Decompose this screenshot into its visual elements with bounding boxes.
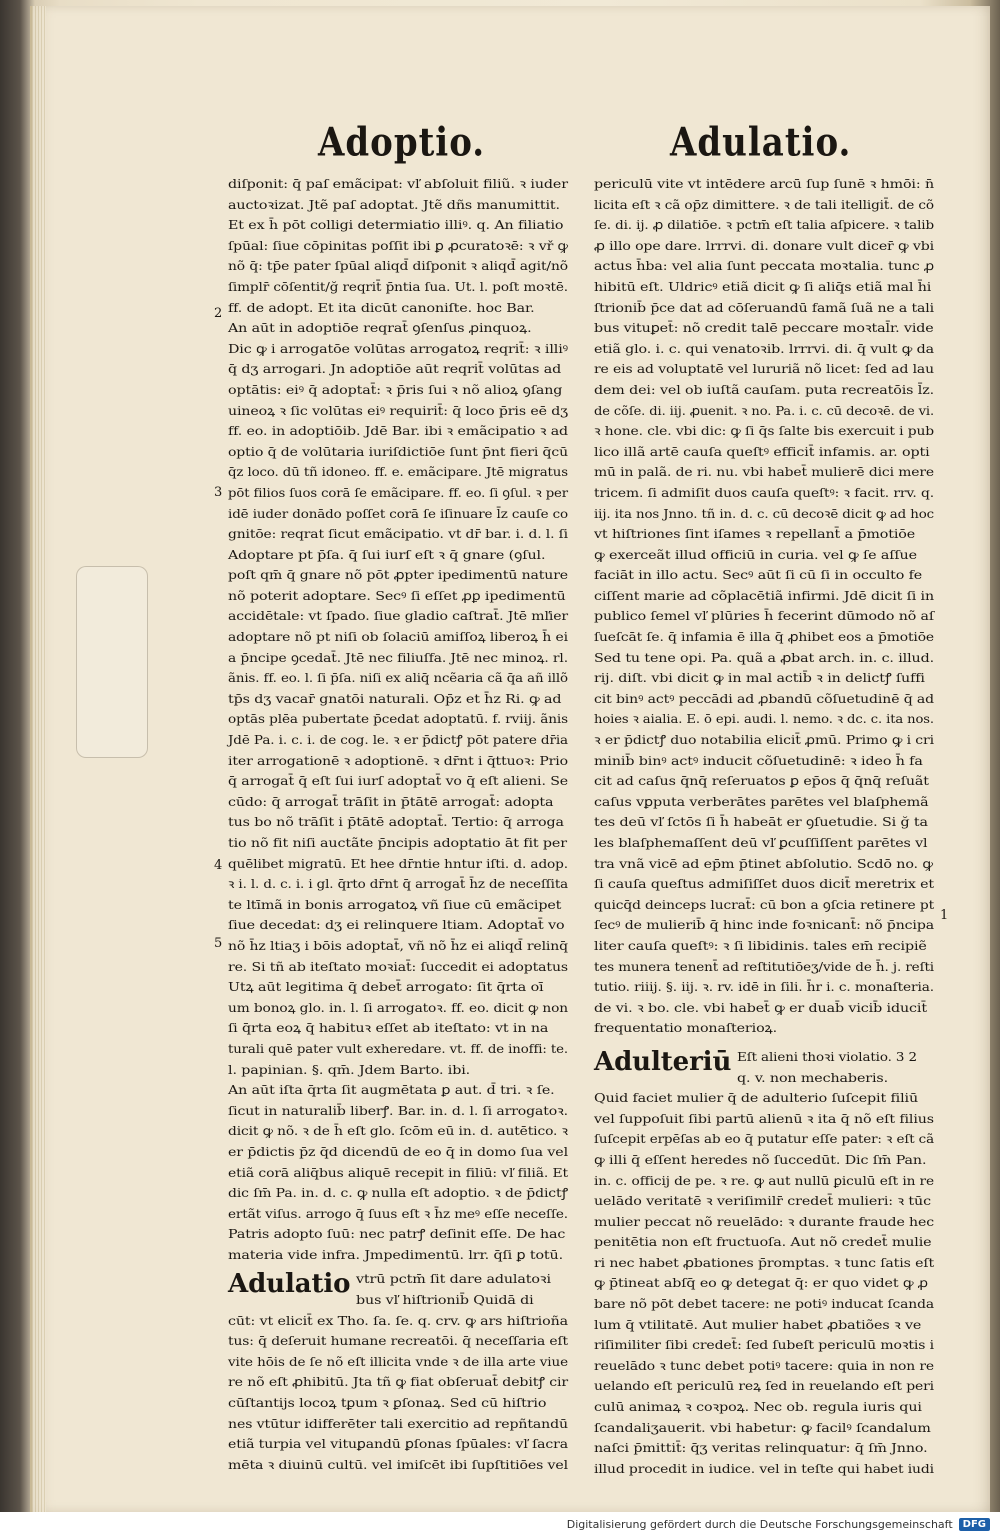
subhead-row (594, 1047, 934, 1088)
text-line-content: ff. de adopt. Et ita dicūt canoniſte. hoc Bar. (228, 299, 535, 315)
text-line (228, 998, 568, 1019)
text-line-content: optio q̄ de volūtaria iuriſdictiōe ſunt p̄nt fieri q̄cū (228, 443, 568, 459)
text-line-content: ſpūal: ſiue cōpinitas poſſit ibi ꝑ ꝓcuratoꝛē: ꝛ vř ꝙ (228, 237, 568, 253)
text-line (594, 277, 934, 298)
text-line-content: iter arrogationē ꝛ adoptionē. ꝛ dr̄nt i q̄ttuoꝛ: Prio (228, 752, 568, 768)
left-text-block (228, 174, 568, 1265)
text-line-content: dicit ꝙ nõ. ꝛ de h̄ eſt glo. ſcōm eū in. d. autētico. ꝛ (228, 1123, 568, 1139)
text-line (228, 1224, 568, 1245)
text-line (228, 874, 568, 895)
text-line (228, 1352, 568, 1373)
text-line-content: tus: q̄ deſeruit humane recreatōi. q̄ neceſſaria eſt (228, 1333, 568, 1349)
text-line (228, 1121, 568, 1142)
right-column (594, 120, 934, 1479)
left-subheading: Adulatio (228, 1269, 351, 1300)
text-line-content: te ltīmã in bonis arrogatoꝝ vñ ſiue cū emãcipet (228, 896, 562, 912)
text-line-content: dem dei: vel ob iuſtã cauſam. puta recreatōis l̄z. (594, 381, 934, 397)
text-line-content: ꝓ illo ope dare. lrrrvi. di. donare vult dicer̄ ꝙ vbi (594, 237, 934, 253)
page-edges (32, 6, 46, 1512)
text-line-content: cūdo: q̄ arrogat̄ trāſit in p̄tātē arrogat̄: adopta (228, 793, 554, 809)
text-line-content: nes vtūtur idifferēter tali exercitio ad repñtandū (228, 1415, 568, 1431)
text-line (228, 648, 568, 669)
text-line (594, 668, 934, 689)
text-line-content: lum q̄ vtilitatē. Aut mulier habet ꝓbatiões ꝛ ve (594, 1316, 922, 1332)
text-line (228, 1101, 568, 1122)
text-line-content: ſueſcāt ſe. q̄ infamia ē illa q̄ ꝓhibet eos a p̄motiōe (594, 629, 934, 645)
text-line-content: ꝙ p̄tineat abſq̄ eo ꝙ detegat q̄: er quo videt ꝙ ꝓ (594, 1275, 928, 1291)
text-line-content: etiã turpia vel vituꝑandū ꝑſonas ſpūales: vľ ſacra (228, 1436, 568, 1452)
text-line-content: dic ſm̄ Pa. in. d. c. ꝙ nulla eſt adoptio. ꝛ de p̄dictꝭ (228, 1185, 568, 1201)
text-line (594, 1150, 934, 1171)
text-line-content: l. papinian. §. qm̄. Jdem Barto. ibi. (228, 1061, 471, 1077)
text-line (594, 1109, 934, 1130)
text-line-content: nõ poterit adoptare. Secꝰ ſi eſſet ꝓꝑ ipedimentū (228, 587, 566, 603)
text-line (228, 1434, 568, 1455)
text-line (228, 565, 568, 586)
text-line (594, 1253, 934, 1274)
text-line-content: mū in palã. de ri. nu. vbi habet̄ mulierē dici mere (594, 464, 934, 480)
text-line-content: actus h̄ba: vel alia ſunt peccata moꝛtalia. tunc ꝓ (594, 258, 934, 274)
text-line (228, 854, 568, 875)
text-line (594, 586, 934, 607)
text-line-content: licita eſt ꝛ cã op̄z dimittere. ꝛ de tali itelligit̄. de cõ (594, 196, 934, 212)
text-line-content: cit binꝰ actꝰ peccādi ad ꝓbandū cõſuetudinē q̄ ad (594, 690, 934, 706)
text-line (228, 1163, 568, 1184)
text-line-content: uineoꝝ ꝛ ſic volūtas eiꝰ requirit̄: q̄ loco p̄ris eē dʒ (228, 402, 568, 418)
text-line (737, 1068, 903, 1089)
text-line-content: nõ q̄: tp̄e pater ſpūal aliqd̄ diſponit ꝛ aliqd̄ agit/nõ (228, 258, 568, 274)
text-line (228, 359, 568, 380)
text-line (594, 215, 934, 236)
text-line (594, 380, 934, 401)
text-line (228, 751, 568, 772)
text-line-content: Adoptare pt p̄ſa. q̄ ſui iurſ eſt ꝛ q̄ gnare (ꝯſul. (228, 546, 546, 562)
text-line (594, 998, 934, 1019)
text-line (594, 689, 934, 710)
text-line (594, 957, 934, 978)
text-line-content: Quid faciet mulier q̄ de adulterio ſuſcepit filiū (594, 1090, 919, 1106)
text-line-content: q̄z loco. dū tñ idoneo. ff. e. emãcipare. Jtē migratus (228, 464, 568, 480)
text-line-content: vt hiſtriones ſint iſames ꝛ repellant̄ a p̄motiōe (594, 526, 916, 542)
text-line-content: mēta ꝛ diuinū cultū. vel imiſcēt ibi ſupſtitiōes vel (228, 1456, 568, 1472)
text-line (228, 1372, 568, 1393)
text-line (228, 545, 568, 566)
text-line (228, 1245, 568, 1266)
text-line-content: Jdē Pa. i. c. i. de cog. le. ꝛ er p̄dictꝭ pōt patere dr̄ia (228, 732, 568, 748)
text-line-content: Sed tu tene opi. Pa. quã a ꝓbat arch. in. c. illud. (594, 649, 934, 665)
text-line (594, 462, 934, 483)
text-line (594, 524, 934, 545)
text-line (594, 1418, 934, 1439)
footer-text: Digitalisierung gefördert durch die Deutsche Forschungsgemeinschaft (566, 1517, 953, 1531)
text-line (594, 504, 934, 525)
text-line (594, 1191, 934, 1212)
text-line (228, 195, 568, 216)
text-line (594, 709, 934, 730)
text-line (594, 565, 934, 586)
text-line-content: etiã glo. i. c. qui venatoꝛib. lrrrvi. di. q̄ vult ꝙ da (594, 340, 934, 356)
text-line (228, 1039, 568, 1060)
text-line (594, 915, 934, 936)
text-line-content: An aūt iſta q̄rta ſit augmētata ꝑ aut. d̄ tri. ꝛ ſe. (228, 1082, 555, 1098)
text-line (594, 195, 934, 216)
text-line (594, 442, 934, 463)
text-line-content: hibitū eſt. Uldricꝰ etiã dicit ꝙ ſi aliq̄s etiã mal h̄i (594, 278, 932, 294)
margin-number: 5 (214, 936, 223, 951)
text-line (594, 1232, 934, 1253)
text-line-content: ſuſcepit erpēſas ab eo q̄ putatur eſſe pater: ꝛ eſt cã (594, 1131, 934, 1147)
text-line (228, 668, 568, 689)
text-line (228, 442, 568, 463)
text-line (228, 1414, 568, 1435)
text-line (228, 339, 568, 360)
text-line-content: caſus vꝑputa verberātes parētes vel blaſphemã (594, 793, 929, 809)
text-line (228, 298, 568, 319)
text-line (594, 1335, 934, 1356)
text-line-content: gnitōe: reqrat ſicut emãcipatio. vt dr̄ bar. i. d. l. ſi (228, 526, 568, 542)
text-line (594, 1129, 934, 1150)
text-line (594, 792, 934, 813)
text-line-content: uelādo veritatē ꝛ veriſimilr̄ credet̄ mulieri: ꝛ tūc (594, 1193, 931, 1209)
text-line-content: mulier peccat nõ reuelādo: ꝛ durante fraude hec (594, 1213, 934, 1229)
text-line (594, 1273, 934, 1294)
text-line-content: ſicut in naturalib̄ liberꝭ. Bar. in. d. l. ſi arrogatoꝛ. (228, 1102, 568, 1118)
text-line-content: lico illã artē cauſa queſtꝰ efficit̄ infamis. ar. opti (594, 443, 930, 459)
text-line (228, 627, 568, 648)
text-line-content: An aūt in adoptiōe reqrat̄ ꝯſenſus ꝓinquoꝝ. (228, 320, 532, 336)
footer-bar (0, 1512, 1000, 1536)
text-line (594, 812, 934, 833)
right-text-block (594, 174, 934, 1039)
text-line-content: ſiue decedat: dʒ ei relinquere ltiam. Adoptat̄ vo (228, 917, 565, 933)
text-line-content: ꝛ er p̄dictꝭ duo notabilia elicit̄ ꝓmū. Primo ꝙ i cri (594, 732, 934, 748)
text-line-content: culū animaꝝ ꝛ coꝛpoꝝ. Nec ob. regula iuris qui (594, 1399, 922, 1415)
text-line (228, 730, 568, 751)
bookmark-strip (76, 566, 148, 758)
text-line-content: ſcandaliʒauerit. vbi habetur: ꝙ facilꝰ ſcandalum (594, 1419, 931, 1435)
text-line-content: les blaſphemaſſent deū vľ ꝑcuſſiſſent parētes vl (594, 835, 928, 850)
text-line-content: re nõ eſt ꝓhibitū. Jta tñ ꝙ fiat obſeruat̄ debitꝭ cir (228, 1374, 568, 1390)
text-line (228, 215, 568, 236)
text-line-content: cit ad caſus q̄nq̄ reſeruatos ꝑ ep̄os q̄ q̄nq̄ reſuãt (594, 773, 929, 789)
left-subsection (228, 1269, 568, 1475)
text-line (594, 421, 934, 442)
text-line (228, 1204, 568, 1225)
text-line-content: vite hōis de ſe nõ eſt illicita vnde ꝛ de illa arte viue (228, 1353, 568, 1369)
text-line-content: quicq̄d deinceps lucrat̄: cū bon a ꝯſcia retinere pt (594, 896, 934, 912)
text-line-content: naſci p̄mittit̄: q̄ʒ veritas relinquatur: q̄ ſm̄ Jnno. (594, 1440, 928, 1456)
text-line (228, 1331, 568, 1352)
text-line (228, 1311, 568, 1332)
text-line-content: diſponit: q̄ paſ emãcipat: vľ abſoluit filiũ. ꝛ iuder (228, 176, 568, 191)
text-line-content: q. v. non mechaberis. (737, 1069, 889, 1085)
text-line (594, 483, 934, 504)
text-line-content: Eſt alieni thoꝛi violatio. 3 2 (737, 1048, 918, 1064)
text-line-content: materia vide infra. Jmpedimentū. lrr. q̄ſi ꝑ totū. (228, 1246, 564, 1262)
text-line-content: Et ex h̄ pōt colligi determiatio illiꝰ. q. An filiatio (228, 217, 564, 233)
text-line (228, 709, 568, 730)
text-line (228, 586, 568, 607)
text-line-content: optās plēa pubertate p̄cedat adoptatū. f. rviij. ãnis (228, 711, 568, 727)
text-line (228, 174, 568, 195)
text-line (228, 277, 568, 298)
text-line-content: q̄ arrogat̄ q̄ eſt ſui iurſ adoptat̄ vo q̄ eſt alieni. Se (228, 773, 568, 789)
text-line-content: poſt qm̄ q̄ gnare nõ pōt ꝓpter ipedimentū nature (228, 567, 568, 583)
text-line (594, 1018, 934, 1039)
text-line-content: minib̄ binꝰ actꝰ inducit cõſuetudinē: ꝛ ideo h̄ fa (594, 752, 923, 768)
text-line (594, 1376, 934, 1397)
text-line (228, 833, 568, 854)
text-line-content: tutio. riiij. §. iij. ꝛ. rv. idē in ſili. h̄r i. c. monaſteria. (594, 979, 934, 995)
text-line (594, 401, 934, 422)
text-line-content: tio nõ fit niſi auctãte p̄ncipis adoptatio āt fit per (228, 835, 567, 850)
text-line (228, 895, 568, 916)
text-line-content: riſimiliter ſibi credet̄: ſed ſubeſt periculū moꝛtis i (594, 1337, 934, 1353)
text-line (594, 1397, 934, 1418)
text-line-content: iij. ita nos Jnno. tñ in. d. c. cū decoꝛē dicit ꝙ ad hoc (594, 505, 934, 521)
text-line (594, 1212, 934, 1233)
right-subsection (594, 1047, 934, 1479)
text-line (228, 1060, 568, 1081)
text-line-content: ſecꝰ de mulierib̄ q̄ hinc inde foꝛnicant̄: nõ p̄ncipa (594, 917, 934, 933)
text-line (594, 1459, 934, 1480)
text-line (228, 256, 568, 277)
text-line-content: ꝙ exerceãt illud officiū in curia. vel ꝙ ſe aſſue (594, 546, 917, 562)
text-line (594, 627, 934, 648)
text-line (737, 1047, 918, 1068)
text-line-content: reuelādo ꝛ tunc debet potiꝰ tacere: quia in non re (594, 1357, 934, 1373)
margin-number: 2 (214, 306, 223, 321)
text-line-content: de vi. ꝛ bo. cle. vbi habet̄ ꝙ er duab̄ vicib̄ iducit̄ (594, 999, 927, 1015)
text-line (594, 771, 934, 792)
text-line-content: Dic ꝙ i arrogatōe volūtas arrogatoꝝ reqrit̄: ꝛ illiꝰ (228, 340, 568, 356)
text-line-content: turali quē pater vult exheredare. vt. ff. de inoffi: te. (228, 1040, 568, 1056)
text-line (228, 957, 568, 978)
text-line-content: tes munera tenent̄ ad reſtitutiōeʒ/vide de h̄. j. reſti (594, 958, 934, 974)
text-line-content: frequentatio monaſterioꝝ. (594, 1020, 778, 1036)
text-line-content: ꝛ i. l. d. c. i. i gl. q̄rto dr̄nt q̄ arrogat̄ h̄z de neceſſita (228, 876, 568, 892)
text-line (228, 504, 568, 525)
text-line (594, 1294, 934, 1315)
text-line (594, 318, 934, 339)
text-line (594, 833, 934, 854)
left-heading: Adoptio. (318, 120, 486, 166)
text-line-content: penitētia non eſt fructuoſa. Aut nõ credet̄ mulie (594, 1234, 932, 1250)
text-line-content: ſtrionib̄ p̄ce dat ad cōſeruandū famã ſuã ne a tali (594, 299, 934, 315)
text-line (594, 606, 934, 627)
text-line-content: auctoꝛizat. Jtẽ paſ adoptat. Jtẽ dñs manumittit. (228, 196, 560, 212)
text-line (228, 236, 568, 257)
text-line-content: uelando eſt periculū reꝝ ſed in reuelando eſt peri (594, 1378, 934, 1394)
text-line (594, 298, 934, 319)
text-line (228, 1142, 568, 1163)
text-line-content: Utꝝ aūt legitima q̄ debet̄ arrogato: ſit q̄rta oī (228, 979, 544, 995)
text-line (228, 483, 568, 504)
text-line (594, 1088, 934, 1109)
text-line (228, 462, 568, 483)
text-line-content: ſimplr̄ cōſentit/ğ reqrit̄ p̄ntia ſua. Ut. l. poſt moꝛtē. (228, 278, 568, 294)
text-line (594, 977, 934, 998)
text-line-content: quēlibet migratū. Et hee dr̄ntie hntur iſti. d. adop. (228, 855, 568, 871)
text-line-content: ff. eo. in adoptiōib. Jdē Bar. ibi ꝛ emãcipatio ꝛ ad (228, 423, 568, 439)
text-line-content: illud procedit in iudice. vel in teſte qui habet iudi (594, 1460, 934, 1476)
text-line (356, 1290, 535, 1311)
text-line-content: tes deū vľ ſctōs ſi h̄ habeāt er ꝯſuetudie. Si ğ ta (594, 814, 928, 830)
margin-number: 1 (940, 908, 949, 923)
text-line-content: ꝛ hone. cle. vbi dic: ꝙ ſi q̄s ſalte bis exercuit i pub (594, 423, 934, 439)
text-line (228, 689, 568, 710)
text-line-content: ãnis. ff. eo. l. ſi p̄ſa. niſi ex aliq̄ ncẽaria cã q̄a añ illõ (228, 670, 568, 686)
text-line-content: nõ h̄z ltiaʒ i bōis adoptat̄, vñ nõ h̄z ei aliqd̄ relinq̄ (228, 937, 568, 953)
text-line-content: ſi cauſa queſtus admiſiſſet duos dicit̄ meretrix et (594, 876, 934, 892)
text-line-content: tra vnã vicē ad ep̄m p̄tinet abſolutio. Scdō no. ꝙ (594, 855, 933, 871)
text-line-content: q̄ dʒ arrogari. Jn adoptiōe aūt reqrit̄ volūtas ad (228, 361, 562, 377)
text-line (228, 977, 568, 998)
text-line-content: ciſſent marie ad cõplacētiã infirmi. Jdē dicit ſi in (594, 587, 934, 603)
margin-number: 4 (214, 858, 223, 873)
text-line (228, 812, 568, 833)
text-line-content: ꝙ illi q̄ eſſent heredes nõ ſuccedūt. Dic ſm̄ Pan. (594, 1151, 927, 1167)
text-line (228, 792, 568, 813)
subhead-row (228, 1269, 568, 1310)
text-line-content: bus vľ hiſtrionib̄ Quidā di (356, 1292, 535, 1308)
text-line-content: ſe. di. ij. ꝓ dilatiōe. ꝛ pctm̄ eſt talia aſpicere. ꝛ talib (594, 217, 934, 233)
text-line (594, 1356, 934, 1377)
text-line-content: bare nõ pōt debet tacere: ne potiꝰ inducat ſcanda (594, 1296, 934, 1312)
text-line (594, 339, 934, 360)
text-line (594, 936, 934, 957)
text-line-content: er p̄dictis p̄z q̄d dicendū de eo q̄ in domo ſua vel (228, 1143, 568, 1159)
right-heading: Adulatio. (670, 120, 852, 166)
text-line (594, 648, 934, 669)
text-line (594, 1171, 934, 1192)
text-line (594, 854, 934, 875)
dfg-logo: DFG (959, 1518, 990, 1531)
text-line (228, 771, 568, 792)
text-line-content: idē iuder donādo poſſet corā ſe iſinuare l̄z cauſe co (228, 505, 568, 521)
text-line (228, 936, 568, 957)
text-line-content: a p̄ncipe ꝯcedat̄. Jtē nec filiuſfa. Jtē nec minoꝝ. rl. (228, 649, 568, 665)
text-line (594, 174, 934, 195)
text-line-content: cūſtantijs locoꝝ tꝑum ꝛ ꝑſonaꝝ. Sed cū hiſtrio (228, 1395, 547, 1411)
text-line (228, 606, 568, 627)
text-line (594, 874, 934, 895)
text-line-content: optātis: eiꝰ q̄ adoptat̄: ꝛ p̄ris ſui ꝛ nõ alioꝝ ꝯſang (228, 381, 563, 397)
text-line (228, 421, 568, 442)
text-line-content: pōt filios ſuos corā ſe emãcipare. ff. eo. ſi ꝯſul. ꝛ per (228, 484, 568, 500)
text-line-content: ertãt viſus. arrogo q̄ ſuus eſt ꝛ h̄z meꝰ eſſe neceſſe. (228, 1205, 568, 1221)
text-line-content: re. Si tñ ab iteſtato moꝛiat̄: ſuccedit ei adoptatus (228, 958, 568, 974)
text-line (594, 256, 934, 277)
text-line-content: etiã corā aliq̄bus aliquē recepit in filiū: vľ filiã. Et (228, 1164, 568, 1180)
text-line-content: hoies ꝛ aialia. E. ō epi. audi. l. nemo. ꝛ dc. c. ita nos. (594, 711, 934, 727)
text-line (594, 359, 934, 380)
margin-number: 3 (214, 485, 223, 500)
text-line (594, 730, 934, 751)
text-line-content: tricem. ſi admiſit duos cauſa queſtꝰ: ꝛ facit. rrv. q. (594, 484, 934, 500)
text-line-content: ſi q̄rta eoꝝ q̄ habituꝛ eſſet ab iteſtato: vt in na (228, 1020, 549, 1036)
text-line-content: rij. diſt. vbi dicit ꝙ in mal actib̄ ꝛ in delictꝭ ſuffi (594, 670, 925, 686)
text-line (228, 401, 568, 422)
text-line (594, 751, 934, 772)
text-line-content: de cõſe. di. iij. ꝓuenit. ꝛ no. Pa. i. c. cū decoꝛē. de vi. (594, 402, 934, 418)
text-line (228, 524, 568, 545)
text-line-content: liter cauſa queſtꝰ: ꝛ ſi libidinis. tales em̄ recipiẽ (594, 937, 927, 953)
text-line (228, 915, 568, 936)
text-line (228, 1393, 568, 1414)
text-line-content: cūt: vt elicit̄ ex Tho. ſa. ſe. q. crv. ꝙ ars hiſtrioña (228, 1312, 568, 1328)
right-subheading: Adulteriū (594, 1046, 732, 1077)
left-column (228, 120, 568, 1475)
text-line (228, 1080, 568, 1101)
text-line-content: publico ſemel vľ plūries h̄ fecerint dūmodo nõ aſ (594, 608, 934, 624)
text-line-content: vel ſuppoſuit ſibi partū alienū ꝛ ita q̄ nõ eſt filius (594, 1110, 934, 1126)
text-line (356, 1269, 552, 1290)
text-line (594, 1438, 934, 1459)
text-line (594, 236, 934, 257)
text-line (594, 895, 934, 916)
text-line (228, 380, 568, 401)
text-line-content: bus vituꝑet̄: nõ credit talē peccare moꝛtal̄r. vide (594, 320, 934, 336)
text-line-content: re eis ad voluptatē vel lururiã nõ licet: ſed ad lau (594, 361, 934, 377)
text-line-content: in. c. officij de pe. ꝛ re. ꝙ aut nullū ꝑiculū eſt in re (594, 1172, 934, 1188)
text-line-content: accidētale: vt ſpado. ſiue gladio caſtrat̄. Jtē mľier (228, 608, 568, 624)
text-line-content: vtrū pctm̄ ſit dare adulatoꝛi (356, 1271, 552, 1287)
text-line-content: faciāt in illo actu. Secꝰ aūt ſi cū ſi in occulto fe (594, 567, 923, 583)
text-line-content: Patris adopto ſuū: nec patrꝭ deſinit eſſe. De hac (228, 1226, 566, 1242)
text-line (228, 1455, 568, 1476)
text-line (228, 318, 568, 339)
text-line (228, 1183, 568, 1204)
text-line (228, 1018, 568, 1039)
text-line-content: periculū vite vt intēdere arcū ſup ſunē ꝛ hmōi: n̄ (594, 176, 934, 191)
text-line-content: adoptare nõ pt niſi ob ſolaciū amiſſoꝝ liberoꝝ h̄ ei (228, 629, 568, 645)
text-line-content: tus bo nõ trāſit i p̄tātē adoptat̄. Tertio: q̄ arroga (228, 814, 564, 830)
text-line (594, 1315, 934, 1336)
text-line-content: um bonoꝝ glo. in. l. ſi arrogatoꝛ. ff. eo. dicit ꝙ non (228, 999, 568, 1015)
text-line (594, 545, 934, 566)
text-line-content: ri nec habet ꝓbationes p̄romptas. ꝛ tunc ſatis eſt (594, 1254, 934, 1270)
text-line-content: tp̄s dʒ vacar̄ gnatōi naturali. Op̄z et h̄z Ri. ꝙ ad (228, 690, 562, 706)
